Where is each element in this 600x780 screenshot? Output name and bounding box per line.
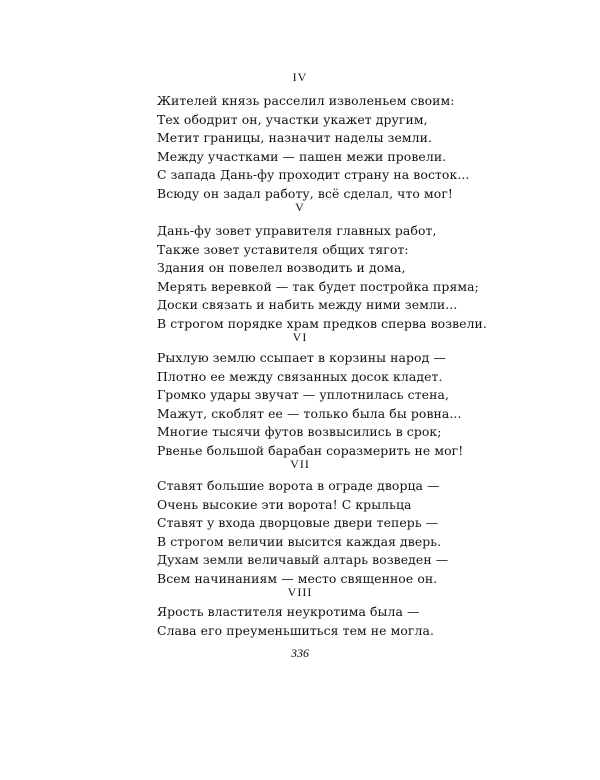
stanza-vii [157, 477, 457, 589]
page-number: 336 [291, 646, 309, 660]
stanza-iv [157, 92, 470, 204]
poem-line: Рвенье большой барабан соразмерить не мог! [157, 442, 464, 458]
poem-line: Мерять веревкой — так будет постройка пряма; [157, 278, 479, 294]
poem-line: Доски связать и набить между ними земли... [157, 297, 458, 313]
poem-line: Здания он повелел возводить и дома, [157, 260, 406, 276]
poem-line: Громко удары звучат — уплотнилась стена, [157, 387, 449, 403]
poem-line: Ставят большие ворота в ограде дворца — [157, 478, 440, 493]
poem-line: В строгом порядке храм предков сперва возвели. [157, 315, 487, 331]
stanza-number-iv: IV [292, 70, 308, 84]
poem-line: Мажут, скоблят ее — только была бы ровна... [157, 405, 462, 421]
poem-line: Тех ободрит он, участки укажет другим, [157, 111, 428, 127]
stanza-v [157, 222, 487, 334]
poem-line: Рыхлую землю ссыпает в корзины народ — [157, 350, 446, 365]
stanza-number-viii: VIII [287, 585, 313, 599]
stanza-number-vii: VII [290, 457, 310, 471]
stanza-number-v: V [295, 200, 305, 214]
poem-line: Всюду он задал работу, всё сделал, что мог! [157, 185, 453, 201]
stanza-vi [157, 349, 464, 461]
stanza-viii [157, 603, 457, 640]
poem-line: Очень высокие эти ворота! С крыльца [157, 496, 412, 512]
poem-line: Духам земли величавый алтарь возведен — [157, 552, 449, 568]
poem-line: Всем начинаниям — место священное он. [157, 570, 438, 586]
poem-line: Между участками — пашен межи провели. [157, 148, 447, 164]
poem-line: Дань-фу зовет управителя главных работ, [157, 223, 437, 238]
poem-line: С запада Дань-фу проходит страну на восток... [157, 167, 470, 183]
poem-line: Ярость властителя неукротима была — [157, 604, 420, 619]
poem-line: Ставят у входа дворцовые двери теперь — [157, 515, 439, 531]
poem-line: Слава его преуменьшиться тем не могла. [157, 622, 435, 638]
poem-line: Также зовет уставителя общих тягот: [157, 241, 409, 257]
poem-line: Плотно ее между связанных досок кладет. [157, 368, 443, 384]
poem-line: В строгом величии высится каждая дверь. [157, 533, 442, 549]
poem-line: Жителей князь расселил изволеньем своим: [157, 93, 455, 108]
poem-line: Многие тысячи футов возвысились в срок; [157, 424, 442, 440]
poem-line: Метит границы, назначит наделы земли. [157, 130, 433, 146]
stanza-number-vi: VI [292, 330, 308, 344]
